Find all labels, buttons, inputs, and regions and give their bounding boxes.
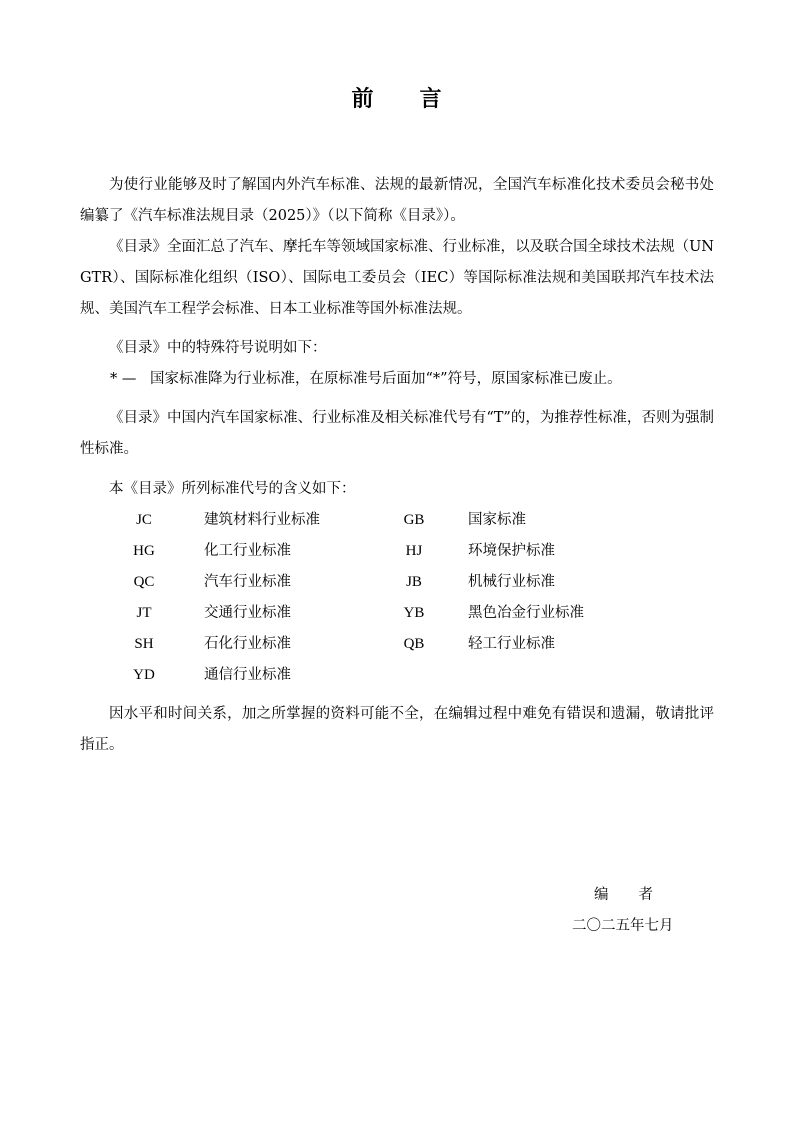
- standard-code-table: [80, 505, 714, 691]
- code-abbr: SH: [134, 636, 154, 652]
- code-abbr: QB: [403, 636, 425, 652]
- page-title: 前言: [351, 86, 488, 112]
- intro-paragraph: 为使行业能够及时了解国内外汽车标准、法规的最新情况，全国汽车标准化技术委员会秘书处编纂了《汽车标准法规目录（2025）》（以下简称《目录》）。: [80, 177, 714, 224]
- code-abbr: YB: [403, 605, 425, 621]
- signature-date: 二〇二五年七月: [572, 918, 674, 934]
- code-meaning: 国家标准: [468, 512, 526, 528]
- code-row: [80, 505, 714, 536]
- code-meaning: 汽车行业标准: [204, 574, 291, 590]
- code-abbr: JT: [136, 605, 152, 621]
- code-row: [80, 660, 714, 691]
- code-abbr: QC: [133, 574, 155, 590]
- code-row: [80, 629, 714, 660]
- signature-editor: 编者: [594, 887, 683, 903]
- symbol-note: [80, 364, 714, 395]
- code-abbr: YD: [133, 667, 155, 683]
- code-row: [80, 567, 714, 598]
- code-meaning: 石化行业标准: [204, 636, 291, 652]
- code-meaning: 建筑材料行业标准: [204, 512, 320, 528]
- code-abbr: JC: [136, 512, 152, 528]
- code-abbr: GB: [403, 512, 425, 528]
- code-row: [80, 598, 714, 629]
- code-meaning: 轻工行业标准: [468, 636, 555, 652]
- recommended-standard-note: 《目录》中国内汽车国家标准、行业标准及相关标准代号有“T”的，为推荐性标准，否则为强制性标准。: [80, 410, 714, 457]
- code-meaning: 机械行业标准: [468, 574, 555, 590]
- symbols-heading: 《目录》中的特殊符号说明如下：: [109, 340, 327, 356]
- symbol-star: * —: [110, 371, 137, 387]
- scope-paragraph: 《目录》全面汇总了汽车、摩托车等领域国家标准、行业标准，以及联合国全球技术法规（UN GTR）、国际标准化组织（ISO）、国际电工委员会（IEC）等国际标准法规和美国联邦汽车技术法规、美国汽车工程学会标准、日本工业标准等国外标准法规。: [80, 239, 714, 317]
- code-meaning: 通信行业标准: [204, 667, 291, 683]
- code-abbr: HG: [133, 543, 155, 559]
- code-row: [80, 536, 714, 567]
- codes-heading: 本《目录》所列标准代号的含义如下：: [109, 481, 356, 497]
- code-abbr: JB: [406, 574, 422, 590]
- code-meaning: 化工行业标准: [204, 543, 291, 559]
- closing-paragraph: 因水平和时间关系，加之所掌握的资料可能不全，在编辑过程中难免有错误和遗漏，敬请批评指正。: [80, 706, 714, 753]
- code-meaning: 交通行业标准: [204, 605, 291, 621]
- symbol-description: 国家标准降为行业标准，在原标准号后面加“*”符号，原国家标准已废止。: [150, 371, 622, 387]
- code-meaning: 黑色冶金行业标准: [468, 605, 584, 621]
- code-meaning: 环境保护标准: [468, 543, 555, 559]
- code-abbr: HJ: [405, 543, 423, 559]
